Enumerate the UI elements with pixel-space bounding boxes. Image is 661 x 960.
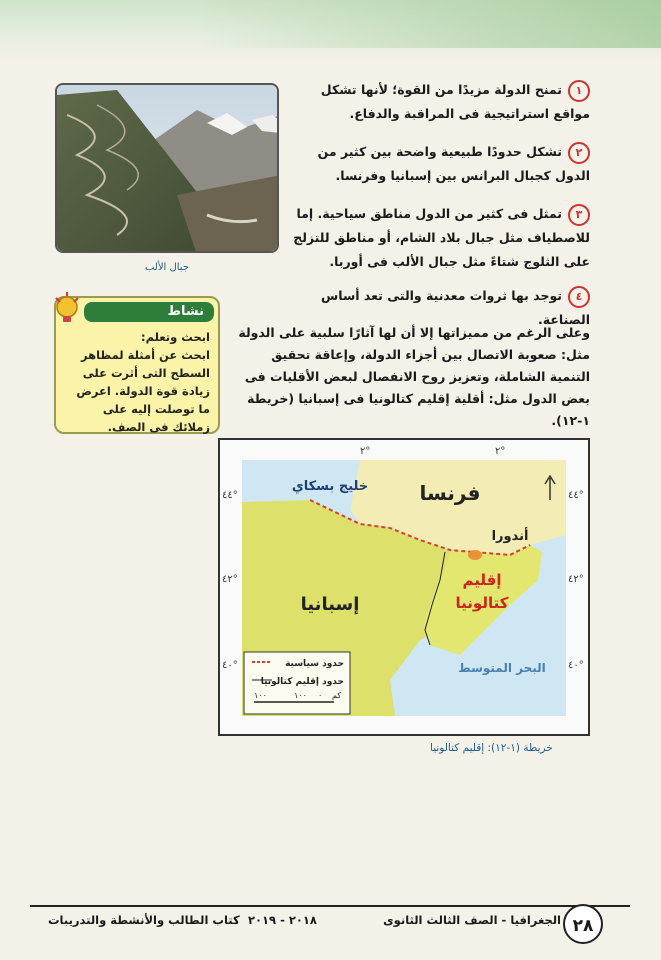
page-number: ٢٨ [563,904,603,944]
footer-rule [30,905,630,907]
scale-unit: كم [332,691,342,700]
alps-photo-image [57,85,279,253]
footer-book-title: كتاب الطالب والأنشطة والتدريبات [48,913,240,927]
activity-box [54,296,220,434]
point-3 [290,202,590,274]
label-catalonia-2: كتالونيا [455,594,509,612]
label-andorra: أندورا [491,529,529,544]
catalonia-map-svg [220,440,588,734]
scale-mid: ١٠٠ [294,691,307,700]
lightbulb-icon [50,292,84,326]
point-1 [290,78,590,126]
legend-catalonia-label: حدود إقليم كتالونيا [260,677,344,687]
point-text: تمثل فى كثير من الدول مناطق سياحية. إما للاصطياف مثل جبال بلاد الشام، أو مناطق للتزلج على الثلوج شتاءً مثل جبال الألب فى أوربا. [293,206,590,269]
scale-start: ١٠٠ [254,691,267,700]
andorra-marker [468,550,482,560]
point-text: تشكل حدودًا طبيعية واضحة بين كثير من الدول كجبال البرانس بين إسبانيا وفرنسا. [317,144,590,183]
point-number: ١ [568,80,590,102]
map-caption: خريطة (١-١٢): إقليم كتالونيا [430,742,553,754]
tick-right-40: ٤٠° [568,660,584,671]
point-2 [290,140,590,188]
tick-top-left: ٢° [360,446,371,457]
legend-political-label: حدود سياسية [285,659,344,669]
tick-left-40: ٤٠° [222,660,238,671]
tick-right-42: ٤٢° [568,574,584,585]
tick-left-44: ٤٤° [222,490,238,501]
tick-right-44: ٤٤° [568,490,584,501]
tick-top-right: ٢° [495,446,506,457]
page-header-band [0,0,661,62]
alps-photo [55,83,279,253]
footer-year: ٢٠١٨ - ٢٠١٩ [248,913,317,927]
label-france: فرنسا [419,481,481,505]
label-med: البحر المتوسط [458,661,546,675]
point-text: تمنح الدولة مزيدًا من القوة؛ لأنها تشكل مواقع استراتيجية فى المراقبة والدفاع. [320,82,590,121]
activity-body [64,328,210,436]
label-spain: إسبانيا [300,594,360,615]
footer-subject: الجغرافيا - الصف الثالث الثانوى [383,913,561,927]
catalonia-map [218,438,590,736]
point-number: ٢ [568,142,590,164]
activity-text: ابحث عن أمثلة لمظاهر السطح التى أثرت على زيادة قوة الدولة. اعرض ما توصلت إليه على زملائك فى الصف. [76,348,210,434]
label-biscay: خليج بسكاي [291,479,369,494]
point-text: توجد بها ثروات معدنية والتى تعد أساس الصناعة. [321,288,590,327]
label-catalonia-1: إقليم [462,571,502,589]
point-number: ٣ [568,204,590,226]
activity-title: نشاط [84,302,214,322]
scale-zero: ٠ [318,691,323,700]
tick-left-42: ٤٢° [222,574,238,585]
activity-heading: ابحث وتعلم: [141,330,210,344]
photo-caption: جبال الألب [144,262,190,273]
body-paragraph: وعلى الرغم من مميزاتها إلا أن لها آثارًا سلبية على الدولة مثل: صعوبة الاتصال بين أجزاء الدولة، وإعاقة تحقيق التنمية الشاملة، وتعزيز روح الانفصال لبعض الأقليات فى بعض الدول مثل: أقلية إقليم كتالونيا فى إسبانيا (خريطة ١-١٢). [238,325,590,428]
point-number: ٤ [568,286,590,308]
